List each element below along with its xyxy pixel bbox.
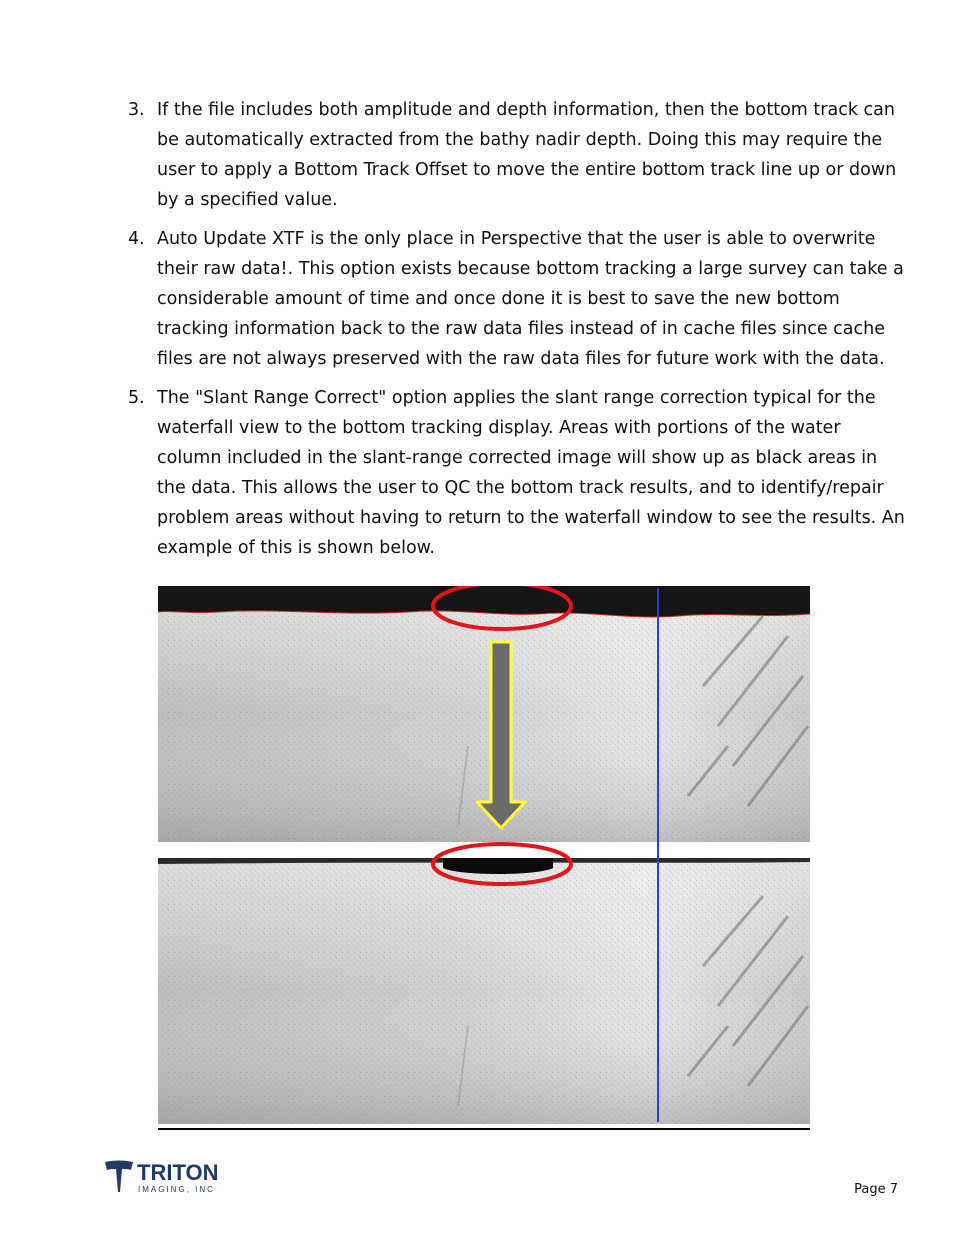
list-text: If the file includes both amplitude and depth information, then the bottom track can be automatically extracted from the bathy nadir depth. Doing this may require the user to apply a Bottom Track Offset to move the entire bottom track line up or down by a specified value. xyxy=(157,100,897,210)
sonar-comparison-figure xyxy=(158,586,810,1126)
company-logo xyxy=(104,1160,234,1200)
list-number: 5. xyxy=(128,388,145,408)
logo-subtitle: IMAGING, INC xyxy=(138,1185,215,1194)
list-number: 4. xyxy=(128,229,145,249)
list-text: The "Slant Range Correct" option applies the slant range correction typical for the waterfall view to the bottom tracking display. Areas with portions of the water column included in the slant-range corrected image will show up as black areas in the data. This allows the user to QC the bottom track results, and to identify/repair problem areas without having to return to the waterfall window to see the results. An example of this is shown below. xyxy=(157,388,905,558)
list-text: Auto Update XTF is the only place in Perspective that the user is able to overwrite their raw data!. This option exists because bottom tracking a large survey can take a considerable amount of time and once done it is best to save the new bottom tracking information back to the raw data files instead of in cache files since cache files are not always preserved with the raw data files for future work with the data. xyxy=(157,229,904,369)
list-number: 3. xyxy=(128,100,145,120)
bottom-sonar-panel xyxy=(158,858,810,1124)
list-item xyxy=(128,224,908,374)
page-number: Page 7 xyxy=(854,1182,898,1197)
list-item xyxy=(128,383,908,563)
triton-logo-icon xyxy=(104,1160,134,1194)
logo-name: TRITON xyxy=(137,1160,219,1185)
list-item xyxy=(128,95,908,215)
footer-rule xyxy=(158,1128,810,1130)
